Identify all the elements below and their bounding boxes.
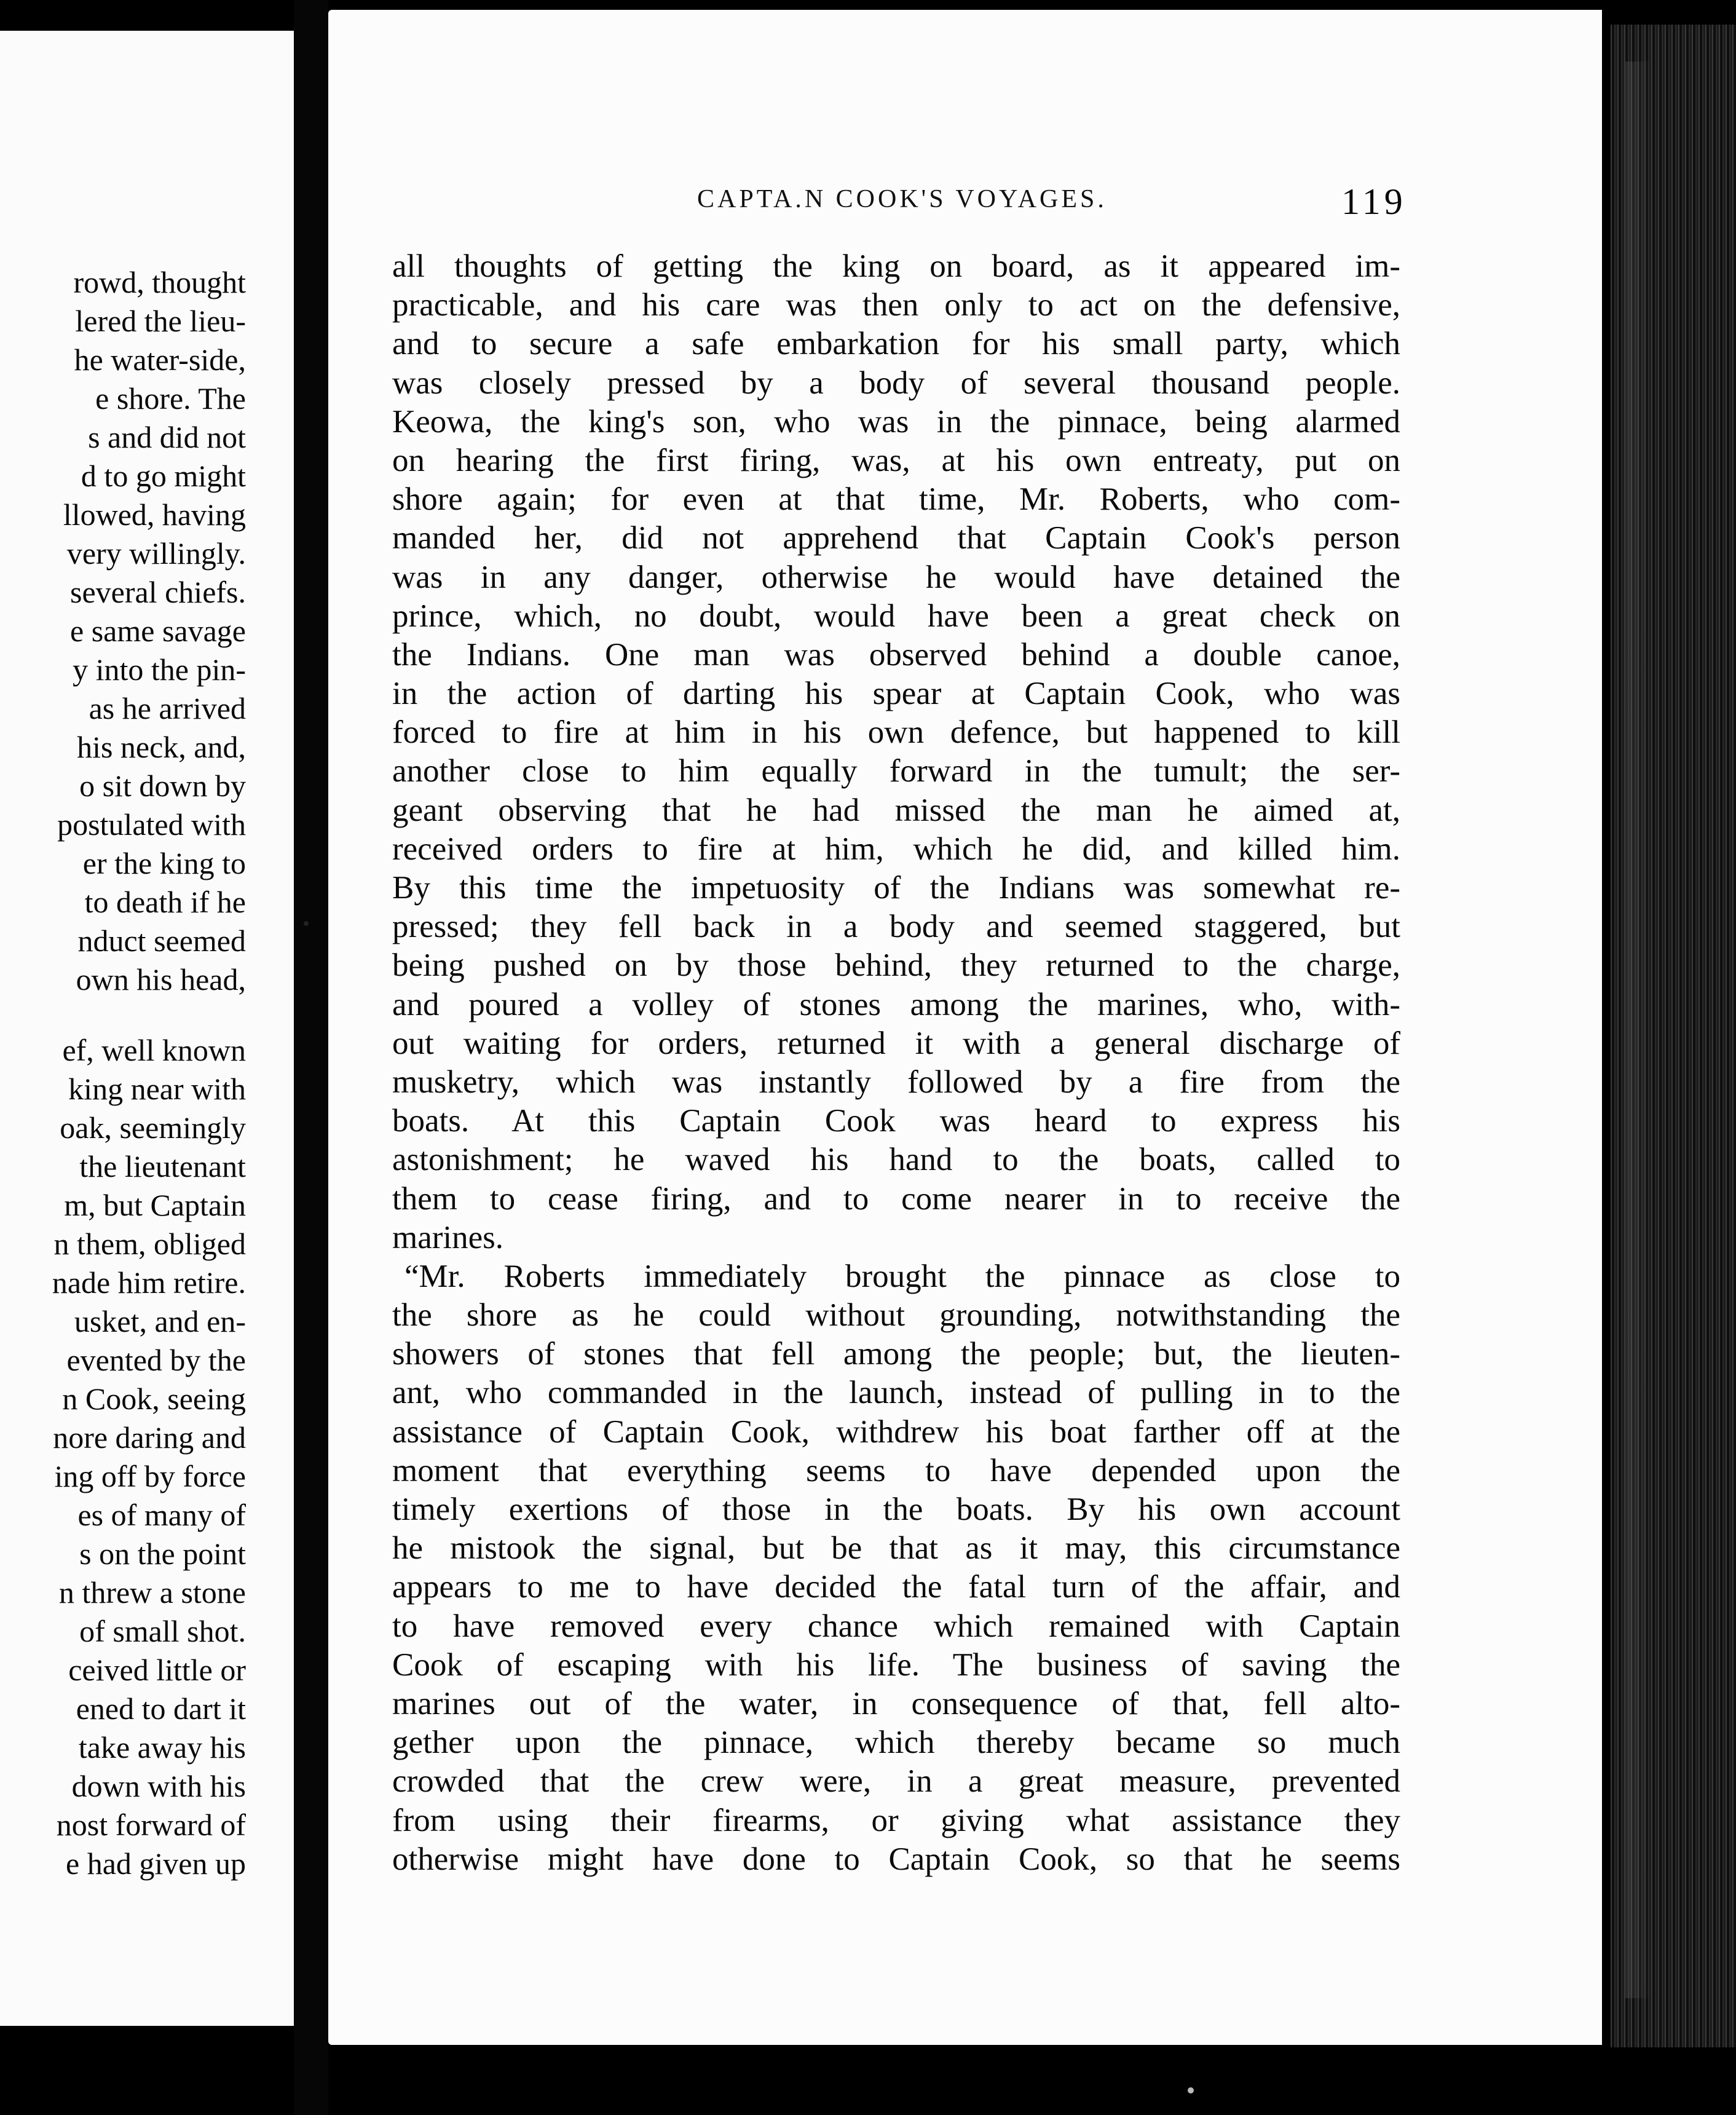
left-line: s on the point xyxy=(79,1536,246,1571)
text-line: appears to me to have decided the fatal turn of the affair, and xyxy=(392,1569,1400,1605)
left-line-text: ef, well known xyxy=(62,1033,246,1067)
text-line: ant, who commanded in the launch, instead of pulling in to the xyxy=(392,1375,1400,1411)
left-line: lered the lieu- xyxy=(75,304,246,338)
left-line: down with his xyxy=(71,1769,246,1803)
left-line: m, but Captain xyxy=(64,1188,246,1222)
text-line: being pushed on by those behind, they returned to the charge, xyxy=(392,947,1400,984)
text-line: crowded that the crew were, in a great measure, prevented xyxy=(392,1763,1400,1800)
left-line: es of many of xyxy=(77,1498,246,1532)
left-line: of small shot. xyxy=(79,1614,246,1648)
page-edges-shadow xyxy=(1602,25,1611,2047)
text-line: Cook of escaping with his life. The business of saving the xyxy=(392,1647,1400,1683)
text-line: boats. At this Captain Cook was heard to express his xyxy=(392,1103,1400,1139)
scan-speck xyxy=(1188,2087,1194,2093)
left-line: ened to dart it xyxy=(76,1691,246,1726)
left-line: n them, obliged xyxy=(53,1227,246,1261)
left-line: oak, seemingly xyxy=(60,1110,246,1145)
left-line: rowd, thought xyxy=(73,265,246,299)
text-line: and poured a volley of stones among the marines, who, with- xyxy=(392,986,1400,1022)
left-line: n threw a stone xyxy=(58,1575,246,1610)
right-page xyxy=(328,10,1602,2045)
left-line: nost forward of xyxy=(56,1808,246,1842)
text-line: astonishment; he waved his hand to the boats, called to xyxy=(392,1142,1400,1178)
left-line: d to go might xyxy=(81,459,246,493)
text-line: another close to him equally forward in the tumult; the ser- xyxy=(392,753,1400,789)
left-line: his neck, and, xyxy=(77,730,246,764)
text-line: was closely pressed by a body of several thousand people. xyxy=(392,365,1400,401)
text-line: forced to fire at him in his own defence, but happened to kill xyxy=(392,714,1400,751)
text-line: them to cease firing, and to come nearer in to receive the xyxy=(392,1180,1400,1217)
left-line: take away his xyxy=(78,1730,246,1765)
left-line: own his head, xyxy=(76,962,246,997)
left-line: er the king to xyxy=(82,846,246,880)
text-line: prince, which, no doubt, would have been a great check on xyxy=(392,598,1400,634)
text-line: gether upon the pinnace, which thereby became so much xyxy=(392,1725,1400,1761)
text-line: musketry, which was instantly followed by a fire from the xyxy=(392,1064,1400,1100)
text-line: the shore as he could without grounding, notwithstanding the xyxy=(392,1297,1400,1334)
text-line: timely exertions of those in the boats. By his own account xyxy=(392,1492,1400,1527)
text-line: shore again; for even at that time, Mr. Roberts, who com- xyxy=(392,481,1400,518)
page-body xyxy=(392,247,1400,1879)
left-line: usket, and en- xyxy=(74,1304,246,1338)
left-line: king near with xyxy=(68,1072,246,1106)
text-line: and to secure a safe embarkation for his small party, which xyxy=(392,326,1400,362)
text-line: showers of stones that fell among the people; but, the lieuten- xyxy=(392,1336,1400,1372)
text-line: assistance of Captain Cook, withdrew his boat farther off at the xyxy=(392,1413,1400,1450)
text-line: out waiting for orders, returned it with a general discharge of xyxy=(392,1025,1400,1061)
left-line: o sit down by xyxy=(79,769,246,803)
left-line: the lieutenant xyxy=(79,1149,246,1184)
text-line: marines out of the water, in consequence of that, fell alto- xyxy=(392,1685,1400,1722)
left-line: ceived little or xyxy=(68,1653,246,1687)
text-line: in the action of darting his spear at Captain Cook, who was xyxy=(392,676,1400,712)
text-line: marines. xyxy=(392,1219,504,1255)
text-line: on hearing the first firing, was, at his own entreaty, put on xyxy=(392,442,1400,478)
left-line: nade him retire. xyxy=(52,1265,246,1300)
text-line: otherwise might have done to Captain Cook, so that he seems xyxy=(392,1841,1400,1877)
text-line: he mistook the signal, but be that as it may, this circumstance xyxy=(392,1530,1400,1567)
left-line: nore daring and xyxy=(53,1420,246,1455)
text-line: was in any danger, otherwise he would have detained the xyxy=(392,559,1400,595)
left-line: ing off by force xyxy=(54,1459,246,1493)
text-line: received orders to fire at him, which he did, and killed him. xyxy=(392,831,1400,867)
left-line: several chiefs. xyxy=(70,575,246,609)
left-line: evented by the xyxy=(66,1343,246,1377)
text-line: to have removed every chance which remained with Captain xyxy=(392,1608,1400,1644)
text-line: from using their firearms, or giving what assistance they xyxy=(392,1802,1400,1838)
page-edges-highlight xyxy=(1625,61,1650,1998)
left-page xyxy=(0,31,294,2026)
text-line: By this time the impetuosity of the Indians was somewhat re- xyxy=(392,870,1400,906)
text-line: Keowa, the king's son, who was in the pinnace, being alarmed xyxy=(392,403,1400,440)
left-line: e shore. The xyxy=(95,381,246,416)
text-line: geant observing that he had missed the man he aimed at, xyxy=(392,792,1400,828)
text-line: manded her, did not apprehend that Captain Cook's person xyxy=(392,520,1400,556)
running-head: CAPTA.N COOK'S VOYAGES. xyxy=(697,185,1107,213)
text-line: practicable, and his care was then only to act on the defensive, xyxy=(392,287,1400,323)
left-line: very willingly. xyxy=(66,536,246,571)
book-gutter xyxy=(294,0,328,2115)
text-line: “Mr. Roberts immediately brought the pinnace as close to xyxy=(404,1258,1400,1294)
left-line: s and did not xyxy=(88,420,246,454)
left-line: y into the pin- xyxy=(73,652,246,687)
margin-dot xyxy=(304,921,309,926)
left-line: as he arrived xyxy=(89,691,246,725)
left-page-text xyxy=(52,263,246,1883)
left-line: he water-side, xyxy=(74,342,246,377)
text-line: the Indians. One man was observed behind a double canoe, xyxy=(392,636,1400,673)
left-line: e same savage xyxy=(70,614,246,648)
left-line: n Cook, seeing xyxy=(62,1382,246,1416)
left-line: e had given up xyxy=(66,1846,246,1881)
text-line: pressed; they fell back in a body and seemed staggered, but xyxy=(392,909,1400,945)
page-number: 119 xyxy=(1341,181,1407,222)
left-line: nduct seemed xyxy=(77,923,246,958)
left-line: llowed, having xyxy=(63,497,246,532)
page-edges xyxy=(1602,25,1736,2047)
text-line: all thoughts of getting the king on board, as it appeared im- xyxy=(392,248,1400,284)
left-line: postulated with xyxy=(57,807,246,842)
text-line: moment that everything seems to have depended upon the xyxy=(392,1452,1400,1488)
left-line xyxy=(52,999,246,1070)
left-line: to death if he xyxy=(84,885,246,919)
